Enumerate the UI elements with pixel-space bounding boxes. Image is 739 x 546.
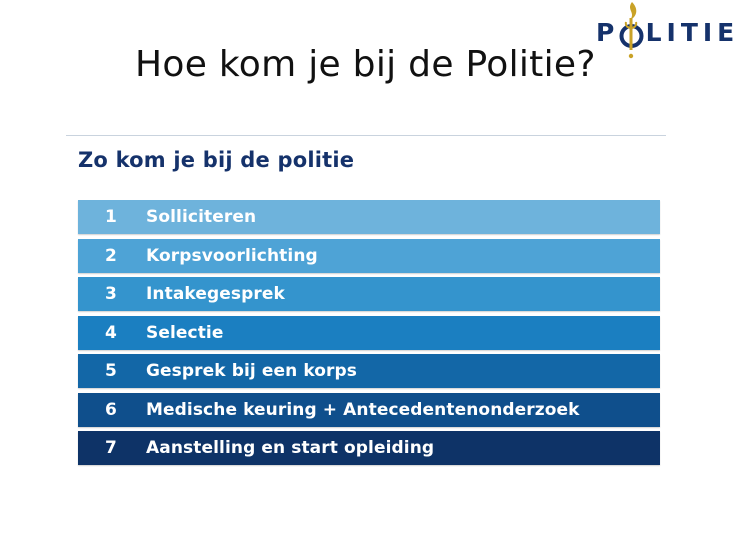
step-label: Solliciteren	[146, 207, 257, 227]
step-row-1	[78, 200, 660, 234]
step-label: Selectie	[146, 322, 224, 343]
slide-title: Hoe kom je bij de Politie?	[135, 44, 596, 85]
politie-logo	[596, 0, 739, 62]
step-label: Medische keuring + Antecedentenonderzoek	[146, 399, 580, 420]
step-number: 6	[105, 399, 117, 420]
step-label: Intakegesprek	[146, 284, 285, 304]
torch-emblem-icon	[612, 0, 652, 62]
step-label: Aanstelling en start opleiding	[146, 438, 435, 458]
step-number: 5	[105, 361, 117, 381]
step-number: 1	[105, 207, 117, 227]
title-divider	[66, 135, 666, 136]
step-label: Gesprek bij een korps	[146, 361, 358, 381]
step-number: 3	[105, 284, 117, 304]
step-row-3	[78, 277, 660, 311]
step-label: Korpsvoorlichting	[146, 245, 318, 266]
step-row-2	[78, 239, 660, 273]
steps-list	[78, 200, 660, 470]
logo-letters-litie: LITIE	[645, 18, 739, 47]
step-row-6	[78, 393, 660, 427]
section-heading: Zo kom je bij de politie	[78, 148, 355, 172]
step-row-7	[78, 431, 660, 465]
step-row-4	[78, 316, 660, 350]
step-number: 2	[105, 245, 117, 266]
step-number: 4	[105, 322, 117, 343]
step-number: 7	[105, 438, 117, 458]
step-row-5	[78, 354, 660, 388]
logo-letter-p: P	[596, 18, 620, 47]
